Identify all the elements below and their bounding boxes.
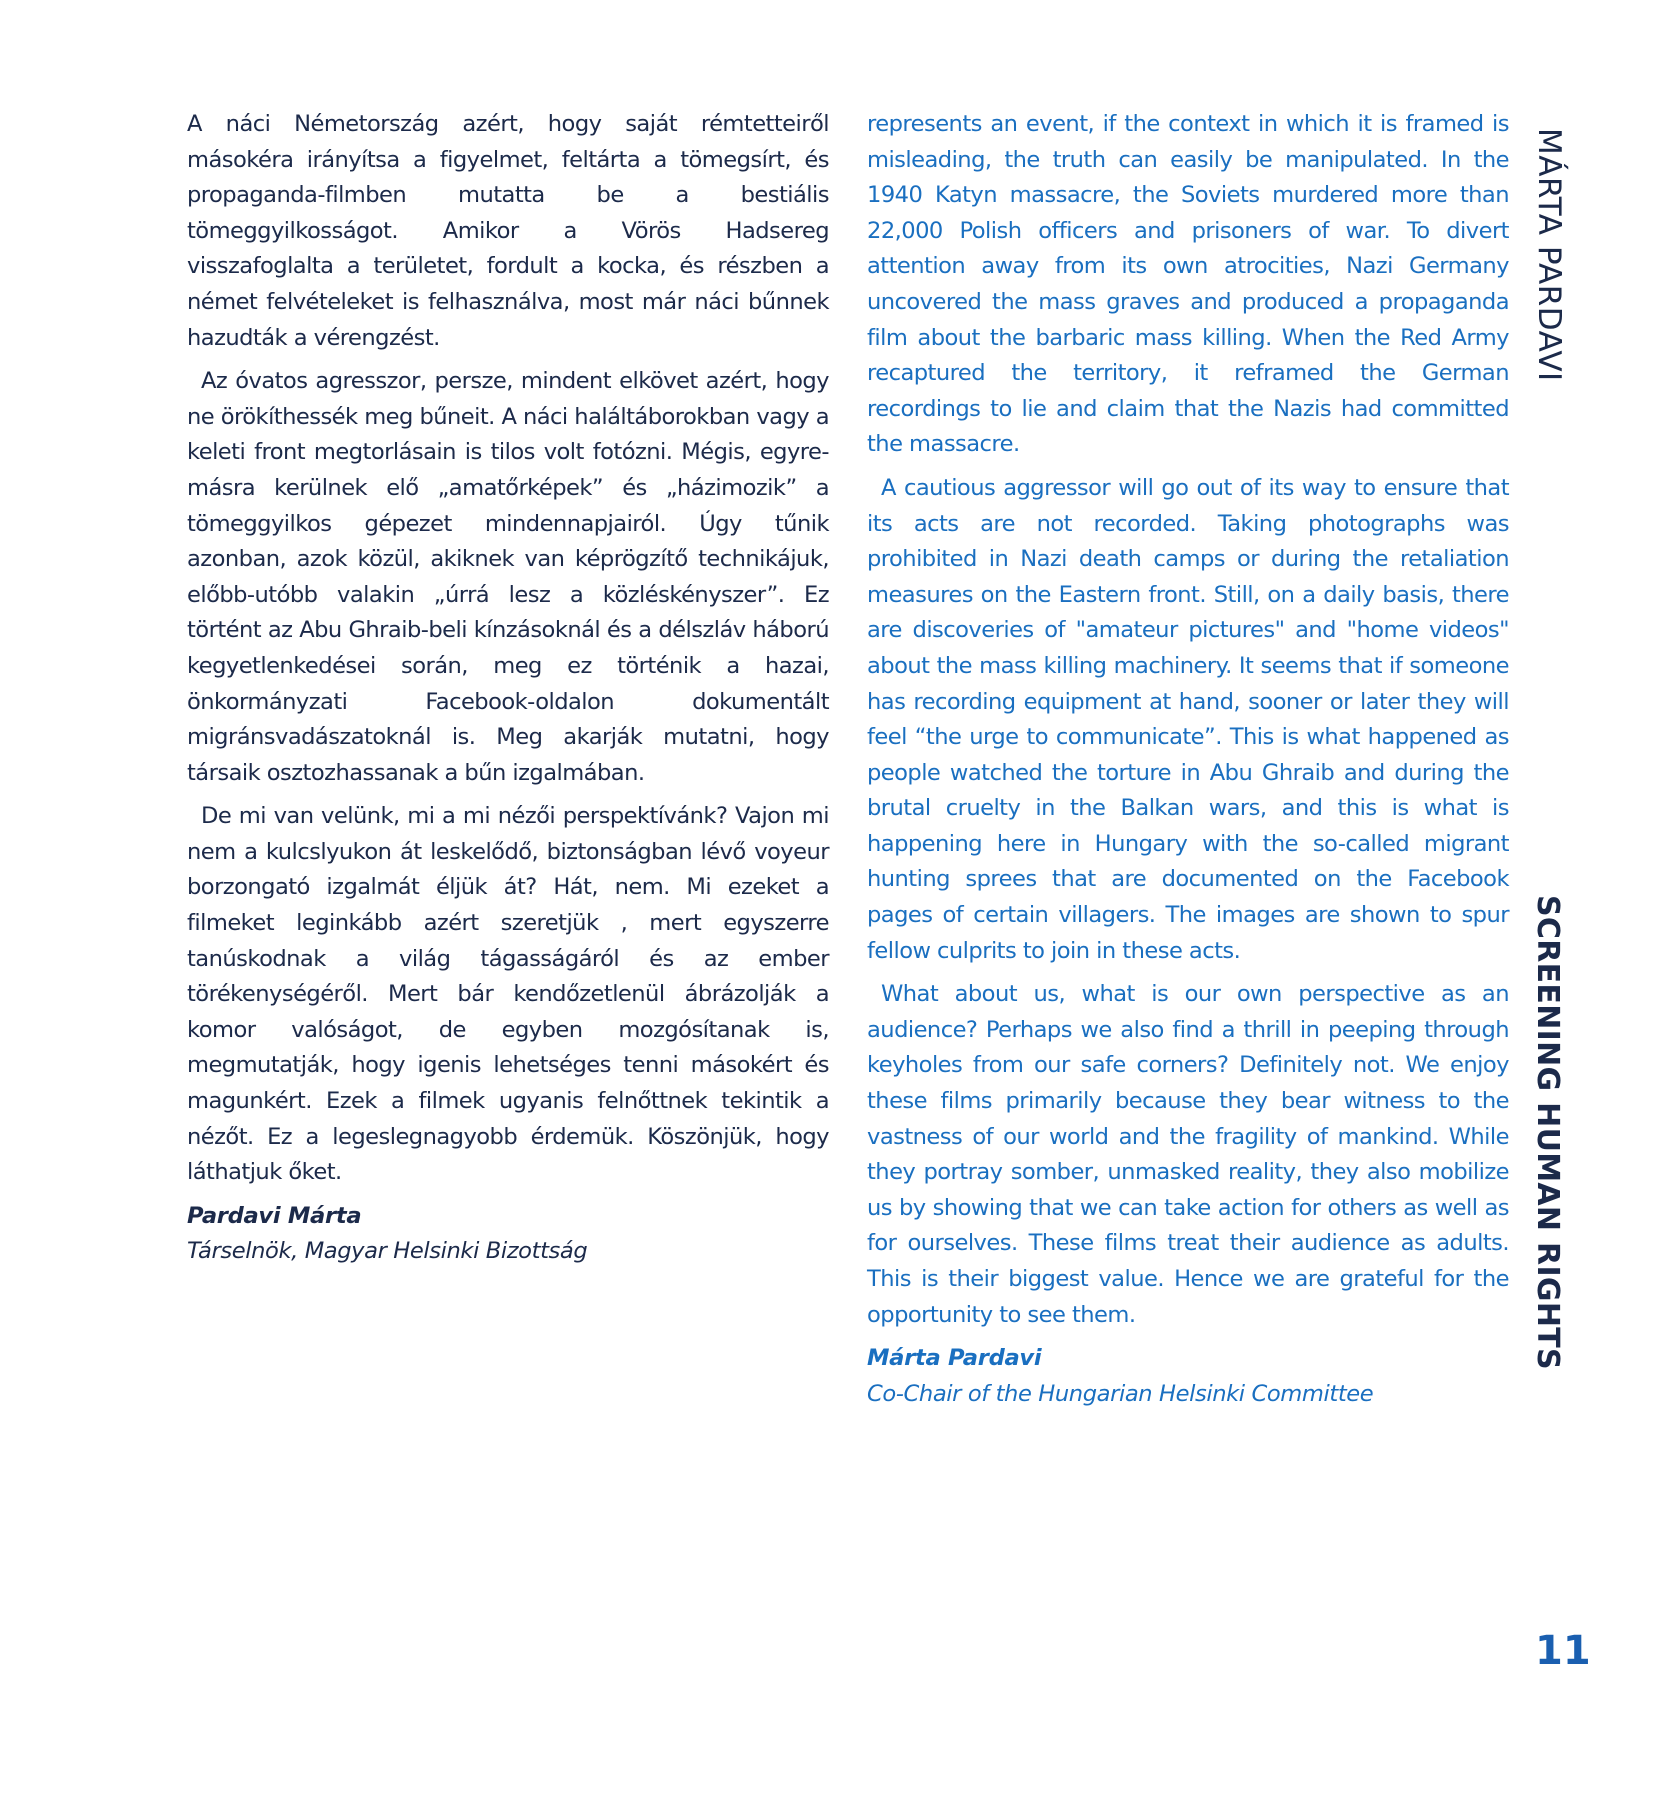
page-number: 11 — [1535, 1628, 1591, 1674]
sidebar-title: SCREENING HUMAN RIGHTS — [1530, 895, 1565, 1370]
hungarian-signature-role: Társelnök, Magyar Helsinki Bizottság — [187, 1238, 588, 1265]
hungarian-signature-name: Pardavi Márta — [187, 1202, 362, 1229]
english-signature-name: Márta Pardavi — [867, 1345, 1042, 1372]
hungarian-paragraph-1: A náci Németország azért, hogy saját rémtetteiről másokéra irányítsa a figyelmet, feltárta a tömegsírt, és propaganda-filmben mutatta be a bestiális tömeggyilkosságot. Amikor a Vörös Hadsereg visszafoglalta a területet, fordult a kocka, és részben a német felvételeket is felhasználva, most már náci bűnnek hazudták a vérengzést. — [187, 111, 829, 351]
sidebar-author: MÁRTA PARDAVI — [1531, 128, 1567, 382]
english-paragraph-1: represents an event, if the context in which it is framed is misleading, the truth can easily be manipulated. In the 1940 Katyn massacre, the Soviets murdered more than 22,000 Polish officers and prisoners of war. To divert attention away from its own atrocities, Nazi Germany uncovered the mass graves and produced a propaganda film about the barbaric mass killing. When the Red Army recaptured the territory, it reframed the German recordings to lie and claim that the Nazis had committed the massacre. — [867, 111, 1509, 458]
hungarian-paragraph-3: De mi van velünk, mi a mi nézői perspektívánk? Vajon mi nem a kulcslyukon át leskelődő, biztonságban lévő voyeur borzongató izgalmát éljük át? Hát, nem. Mi ezeket a filmeket leginkább azért szeretjük , mert egyszerre tanúskodnak a világ tágasságáról és az ember törékenységéről. Mert bár kendőzetlenül ábrázolják a komor valóságot, de egyben mozgósítanak is, megmutatják, hogy igenis lehetséges tenni másokért és magunkért. Ezek a filmek ugyanis felnőttnek tekintik a nézőt. Ez a legeslegnagyobb érdemük. Köszönjük, hogy láthatjuk őket. — [187, 803, 829, 1186]
hungarian-column — [187, 107, 829, 1270]
english-paragraph-3: What about us, what is our own perspective as an audience? Perhaps we also find a thrill in peeping through keyholes from our safe corners? Definitely not. We enjoy these films primarily because they bear witness to the vastness of our world and the fragility of mankind. While they portray somber, unmasked reality, they also mobilize us by showing that we can take action for others as well as for ourselves. These films treat their audience as adults. This is their biggest value. Hence we are grateful for the opportunity to see them. — [867, 981, 1509, 1328]
english-paragraph-2: A cautious aggressor will go out of its way to ensure that its acts are not recorded. Taking photographs was prohibited in Nazi death camps or during the retaliation measures on the Eastern front. Still, on a daily basis, there are discoveries of "amateur pictures" and "home videos" about the mass killing machinery. It seems that if someone has recording equipment at hand, sooner or later they will feel “the urge to communicate”. This is what happened as people watched the torture in Abu Ghraib and during the brutal cruelty in the Balkan wars, and this is what is happening here in Hungary with the so-called migrant hunting sprees that are documented on the Facebook pages of certain villagers. The images are shown to spur fellow culprits to join in these acts. — [867, 474, 1509, 964]
hungarian-paragraph-2: Az óvatos agresszor, persze, mindent elkövet azért, hogy ne örökíthessék meg bűneit. A náci haláltáborokban vagy a keleti front megtorlásain is tilos volt fotózni. Mégis, egyre-másra kerülnek elő „amatőrképek” és „házimozik” a tömeggyilkos gépezet mindennapjairól. Úgy tűnik azonban, azok közül, akiknek van képrögzítő technikájuk, előbb-utóbb valakin „úrrá lesz a közléskényszer”. Ez történt az Abu Ghraib-beli kínzásoknál és a délszláv háború kegyetlenkedései során, meg ez történik a hazai, önkormányzati Facebook-oldalon dokumentált migránsvadászatoknál is. Meg akarják mutatni, hogy társaik osztozhassanak a bűn izgalmában. — [187, 368, 829, 786]
english-column — [867, 107, 1509, 1412]
english-signature-role: Co-Chair of the Hungarian Helsinki Committee — [867, 1380, 1374, 1407]
